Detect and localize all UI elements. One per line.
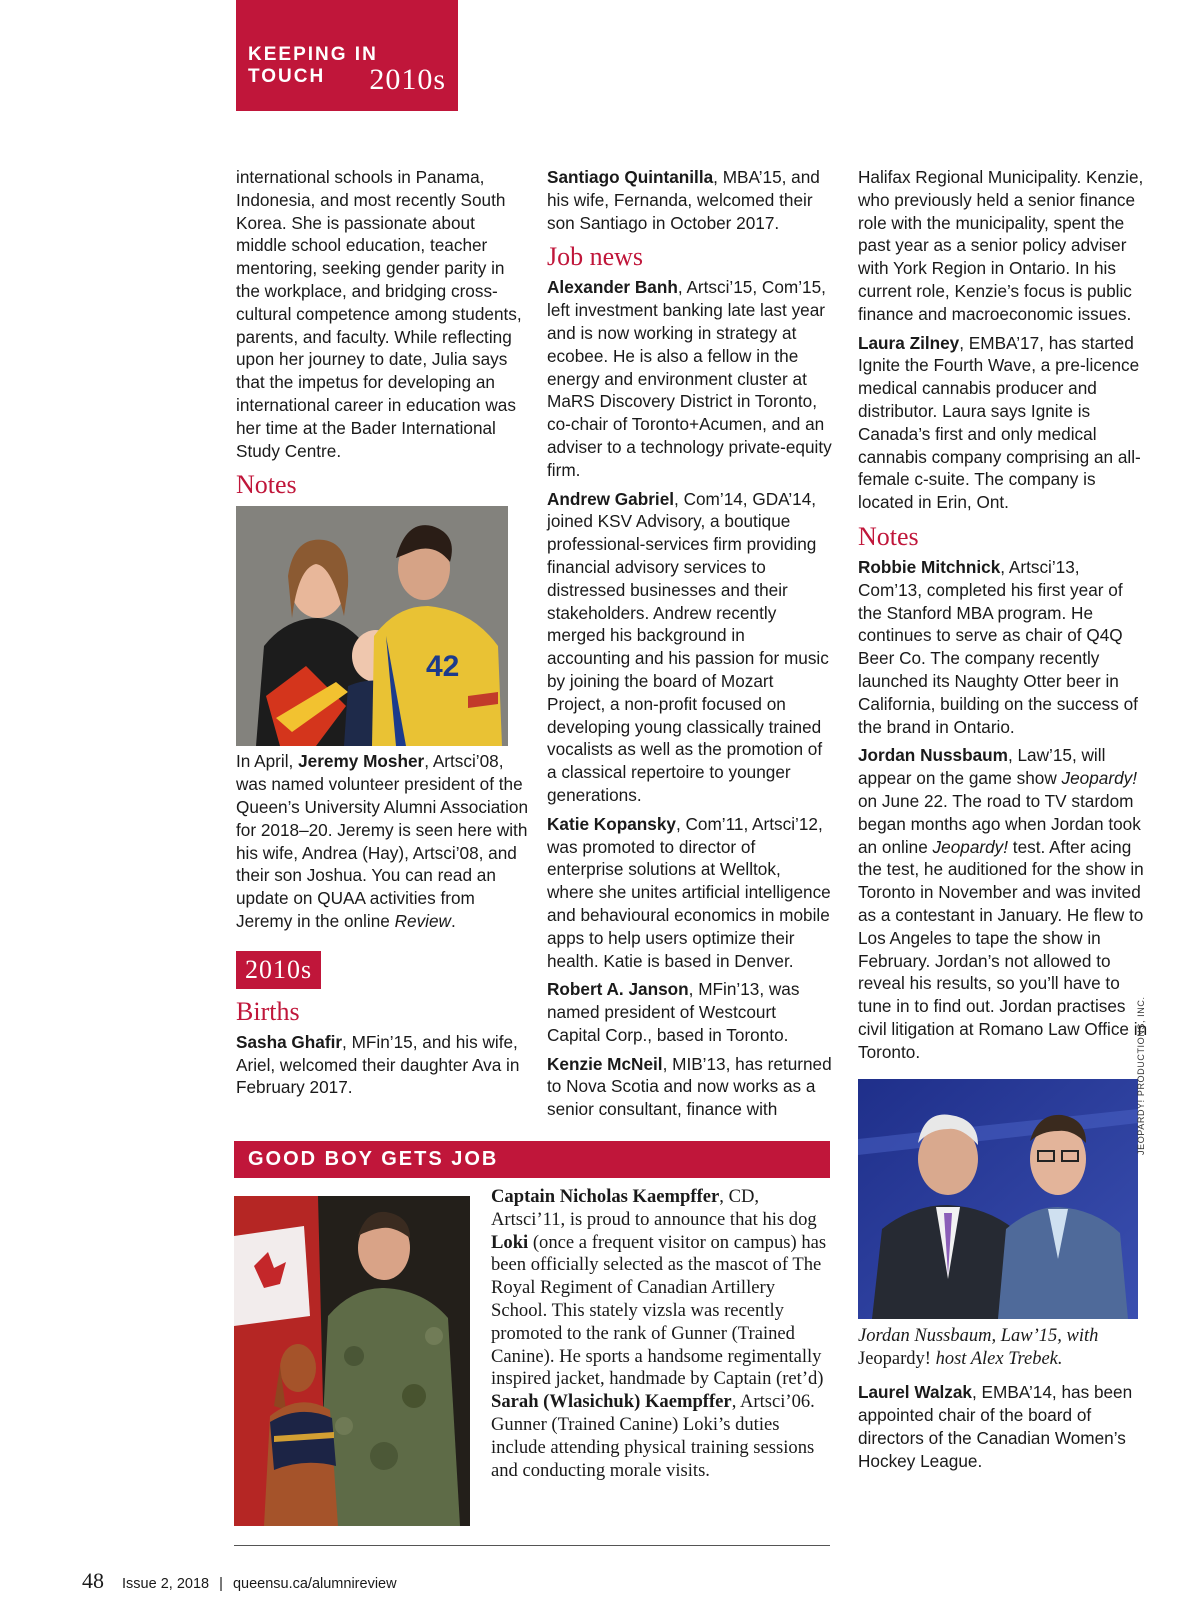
page-footer	[82, 1568, 397, 1594]
dog-name: Loki	[491, 1231, 529, 1253]
notes-heading: Notes	[236, 470, 297, 500]
person-name: Jeremy Mosher	[298, 751, 425, 772]
soldier-dog-photo	[234, 1196, 470, 1526]
person-name: Katie Kopansky	[547, 813, 676, 834]
intro-paragraph: international schools in Panama, Indonesia, and most recently South Korea. She is passionate about middle school education, teacher mentoring, seeking gender parity in the workplace, and bridging cross-cultural competence among students, parents, and faculty. While reflecting upon her journey to date, Julia says that the impetus for developing an international career in education was her time at the Bader International Study Centre.	[236, 167, 522, 461]
jeopardy-photo-caption: Jordan Nussbaum, Law’15, with Jeopardy! host Alex Trebek.	[858, 1326, 1099, 1370]
note-entry: Laurel Walzak, EMBA’14, has been appointed chair of the board of directors of the Canadian Women’s Hockey League.	[858, 1382, 1133, 1471]
family-photo-caption: In April, Jeremy Mosher, Artsci’08, was named volunteer president of the Queen’s University Alumni Association for 2018–20. Jeremy is seen here with his wife, Andrea (Hay), Artsci’08, and their son Joshua. You can read an update on QUAA activities from Jeremy in the online Review.	[236, 751, 529, 931]
person-name: Andrew Gabriel	[547, 488, 675, 509]
births-heading: Births	[236, 996, 300, 1026]
person-name: Robbie Mitchnick	[858, 556, 1001, 577]
footer-separator: |	[219, 1576, 223, 1592]
person-name: Robert A. Janson	[547, 979, 689, 1000]
feature-banner	[234, 1141, 830, 1178]
job-entry: Robert A. Janson, MFin’13, was named president of Westcourt Capital Corp., based in Toronto.	[547, 979, 800, 1045]
note-entry: Jordan Nussbaum, Law’15, will appear on the game show Jeopardy! on June 22. The road to TV stardom began months ago when Jordan took an online Jeopardy! test. After acing the test, he auditioned for the show in Toronto in November and was invited as a contestant in January. He flew to Los Angeles to tape the show in February. Jordan’s not allowed to reveal his results, so you’ll have to tune in to find out. Jordan practises civil litigation at Romano Law Office in Toronto.	[858, 745, 1148, 1062]
column-1	[236, 166, 528, 1105]
photo-credit: JEOPARDY! PRODUCTIONS, INC.	[1136, 996, 1146, 1155]
job-entry: Laura Zilney, EMBA’17, has started Ignite the Fourth Wave, a pre-licence medical cannabis producer and distributor. Laura says Ignite is Canada’s first and only medical cannabis company comprising an all-female c-suite. The company is located in Erin, Ont.	[858, 332, 1141, 513]
decade-tag: 2010s	[236, 951, 321, 989]
jeopardy-photo	[858, 1079, 1138, 1319]
feature-title: GOOD BOY GETS JOB	[248, 1148, 499, 1170]
job-news-heading: Job news	[547, 242, 644, 272]
section-kicker: KEEPING IN TOUCH	[248, 44, 378, 87]
birth-entry: Santiago Quintanilla, MBA’15, and his wife, Fernanda, welcomed their son Santiago in October 2017.	[547, 167, 820, 233]
svg-text:42: 42	[426, 650, 460, 684]
feature-divider	[234, 1545, 830, 1546]
footer-url[interactable]: queensu.ca/alumnireview	[232, 1576, 397, 1592]
notes-heading: Notes	[858, 521, 919, 551]
column-3	[858, 166, 1148, 1479]
page-number: 48	[82, 1568, 104, 1593]
column-2	[547, 166, 832, 1127]
issue-label: Issue 2, 2018	[122, 1576, 210, 1592]
job-entry: Andrew Gabriel, Com’14, GDA’14, joined KSV Advisory, a boutique professional-services firm providing financial advisory services to distressed businesses and their stakeholders. Andrew recently merged his background in accounting and his passion for music by joining the board of Mozart Project, a non-profit focused on developing young classically trained vocalists as well as the promotion of a classical repertoire to younger generations.	[547, 488, 829, 805]
person-name: Sarah (Wlasichuk) Kaempffer	[491, 1391, 732, 1413]
feature-story: Captain Nicholas Kaempffer, CD, Artsci’11, is proud to announce that his dog Loki (once a frequent visitor on campus) has been officially selected as the mascot of The Royal Regiment of Canadian Artillery School. This stately vizsla was recently promoted to the rank of Gunner (Trained Canine). He sports a handsome regimentally inspired jacket, handmade by Captain (ret’d) Sarah (Wlasichuk) Kaempffer, Artsci’06. Gunner (Trained Canine) Loki’s duties include attending physical training sessions and conducting morale visits.	[491, 1186, 827, 1481]
person-name: Santiago Quintanilla	[547, 167, 714, 187]
section-header-badge	[236, 0, 458, 111]
person-name: Sasha Ghafir	[236, 1031, 343, 1052]
family-photo	[236, 506, 508, 746]
person-name: Alexander Banh	[547, 277, 678, 298]
person-name: Jordan Nussbaum	[858, 745, 1008, 766]
section-decade: 2010s	[369, 63, 446, 96]
note-entry: Robbie Mitchnick, Artsci’13, Com’13, completed his first year of the Stanford MBA program. He continues to serve as chair of Q4Q Beer Co. The company recently launched its Naughty Otter beer in California, building on the success of the brand in Ontario.	[858, 556, 1138, 737]
person-name: Kenzie McNeil	[547, 1053, 663, 1074]
person-name: Laurel Walzak	[858, 1382, 972, 1403]
person-name: Captain Nicholas Kaempffer	[491, 1186, 720, 1207]
person-name: Laura Zilney	[858, 332, 960, 353]
job-entry-continued: Halifax Regional Municipality. Kenzie, who previously held a senior finance role with the municipality, spent the past year as a senior policy adviser with York Region in Ontario. In his current role, Kenzie’s focus is public finance and macroeconomic issues.	[858, 167, 1144, 324]
job-entry: Katie Kopansky, Com’11, Artsci’12, was promoted to director of enterprise solutions at Welltok, where she unites artificial intelligence and behavioural economics in mobile apps to help users optimize their health. Katie is based in Denver.	[547, 813, 831, 971]
job-entry: Kenzie McNeil, MIB’13, has returned to Nova Scotia and now works as a senior consultant, finance with	[547, 1053, 832, 1120]
job-entry: Alexander Banh, Artsci’15, Com’15, left investment banking late last year and is now working in strategy at ecobee. He is also a fellow in the energy and environment cluster at MaRS Discovery District in Toronto, co-chair of Toronto+Acumen, and an adviser to a technology private-equity firm.	[547, 277, 832, 480]
births-entry: Sasha Ghafir, MFin’15, and his wife, Ariel, welcomed their daughter Ava in February 2017.	[236, 1031, 520, 1098]
